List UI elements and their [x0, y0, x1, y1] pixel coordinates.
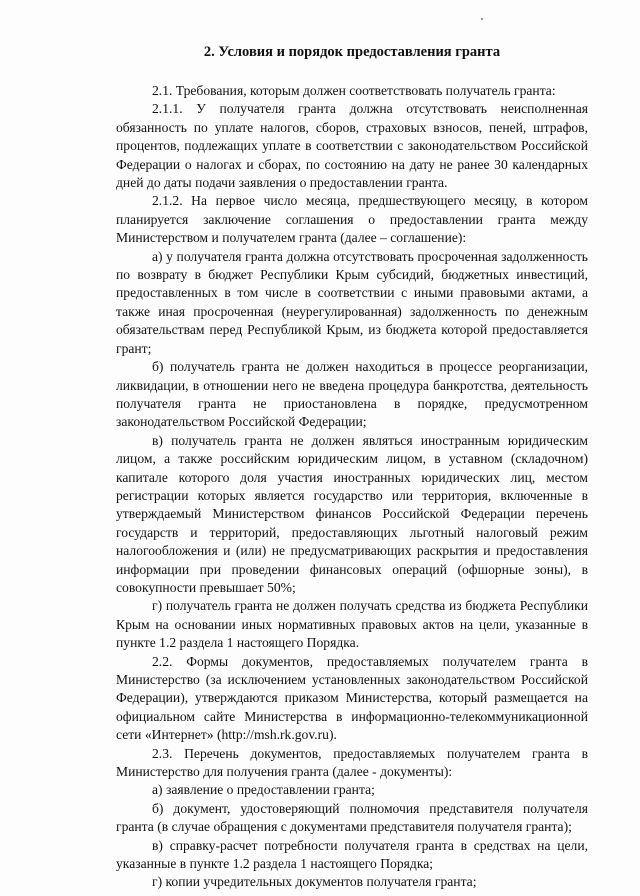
paragraph-2-1-1: 2.1.1. У получателя гранта должна отсутствовать неисполненная обязанность по уплате налогов, сборов, страховых взносов, пеней, штрафов, процентов, подлежащих уплате в соответствии с законодательством Российской Федерации о налогах и сборах, по состоянию на дату не ранее 30 календарных дней до даты подачи заявления о предоставлении гранта. [116, 101, 588, 191]
paragraph-2-3-g: г) копии учредительных документов получателя гранта; [152, 874, 477, 890]
paragraph-2-3-v: в) справку-расчет потребности получателя гранта в средствах на цели, указанные в пункте 1.2 раздела 1 настоящего Порядка; [116, 837, 588, 872]
document-body [116, 42, 588, 892]
section-heading: 2. Условия и порядок предоставления гранта [203, 44, 501, 60]
paragraph-2-3-b: б) документ, удостоверяющий полномочия представителя получателя гранта (в случае обращения с документами представителя получателя гранта); [116, 800, 588, 835]
paragraph-2-1-2-b: б) получатель гранта не должен находиться в процессе реорганизации, ликвидации, в отношении него не введена процедура банкротства, деятельность получателя гранта не приостановлена в порядке, предусмотренном законодательством Российской Федерации; [116, 359, 588, 430]
paragraph-2-1-2: 2.1.2. На первое число месяца, предшествующего месяцу, в котором планируется заключение соглашения о предоставлении гранта между Министерством и получателем гранта (далее – соглашение): [116, 193, 588, 246]
paragraph-2-1-2-g: г) получатель гранта не должен получать средства из бюджета Республики Крым на основании иных нормативных правовых актов на цели, указанные в пункте 1.2 раздела 1 настоящего Порядка. [116, 598, 588, 651]
paragraph-2-2: 2.2. Формы документов, предоставляемых получателем гранта в Министерство (за исключением установленных законодательством Российской Федерации), утверждаются приказом Министерства, который размещается на официальном сайте Министерства в информационно-телекоммуникационной сети «Интернет» (http://msh.rk.gov.ru). [116, 653, 588, 743]
paragraph-2-1-2-v: в) получатель гранта не должен являться иностранным юридическим лицом, а также российским юридическим лицом, в уставном (складочном) капитале которого доля участия иностранных юридических лиц, местом регистрации которых является государство или территория, включенные в утверждаемый Министерством финансов Российской Федерации перечень государств и территорий, предоставляющих льготный налоговый режим налогообложения и (или) не предусматривающих раскрытия и предоставления информации при проведении финансовых операций (офшорные зоны), в совокупности превышает 50%; [116, 432, 588, 595]
paragraph-2-1-2-a: а) у получателя гранта должна отсутствовать просроченная задолженность по возврату в бюджет Республики Крым субсидий, бюджетных инвестиций, предоставленных в том числе в соответствии с иными правовыми актами, а также иная просроченная (неурегулированная) задолженность по денежным обязательствам перед Республикой Крым, из бюджета которой предоставляется грант; [116, 248, 588, 356]
paragraph-2-3: 2.3. Перечень документов, предоставляемых получателем гранта в Министерство для получения гранта (далее - документы): [116, 745, 588, 780]
paragraph-2-1: 2.1. Требования, которым должен соответствовать получатель гранта: [152, 83, 556, 98]
paragraph-2-3-a: а) заявление о предоставлении гранта; [152, 782, 375, 798]
scan-speck [481, 18, 483, 20]
